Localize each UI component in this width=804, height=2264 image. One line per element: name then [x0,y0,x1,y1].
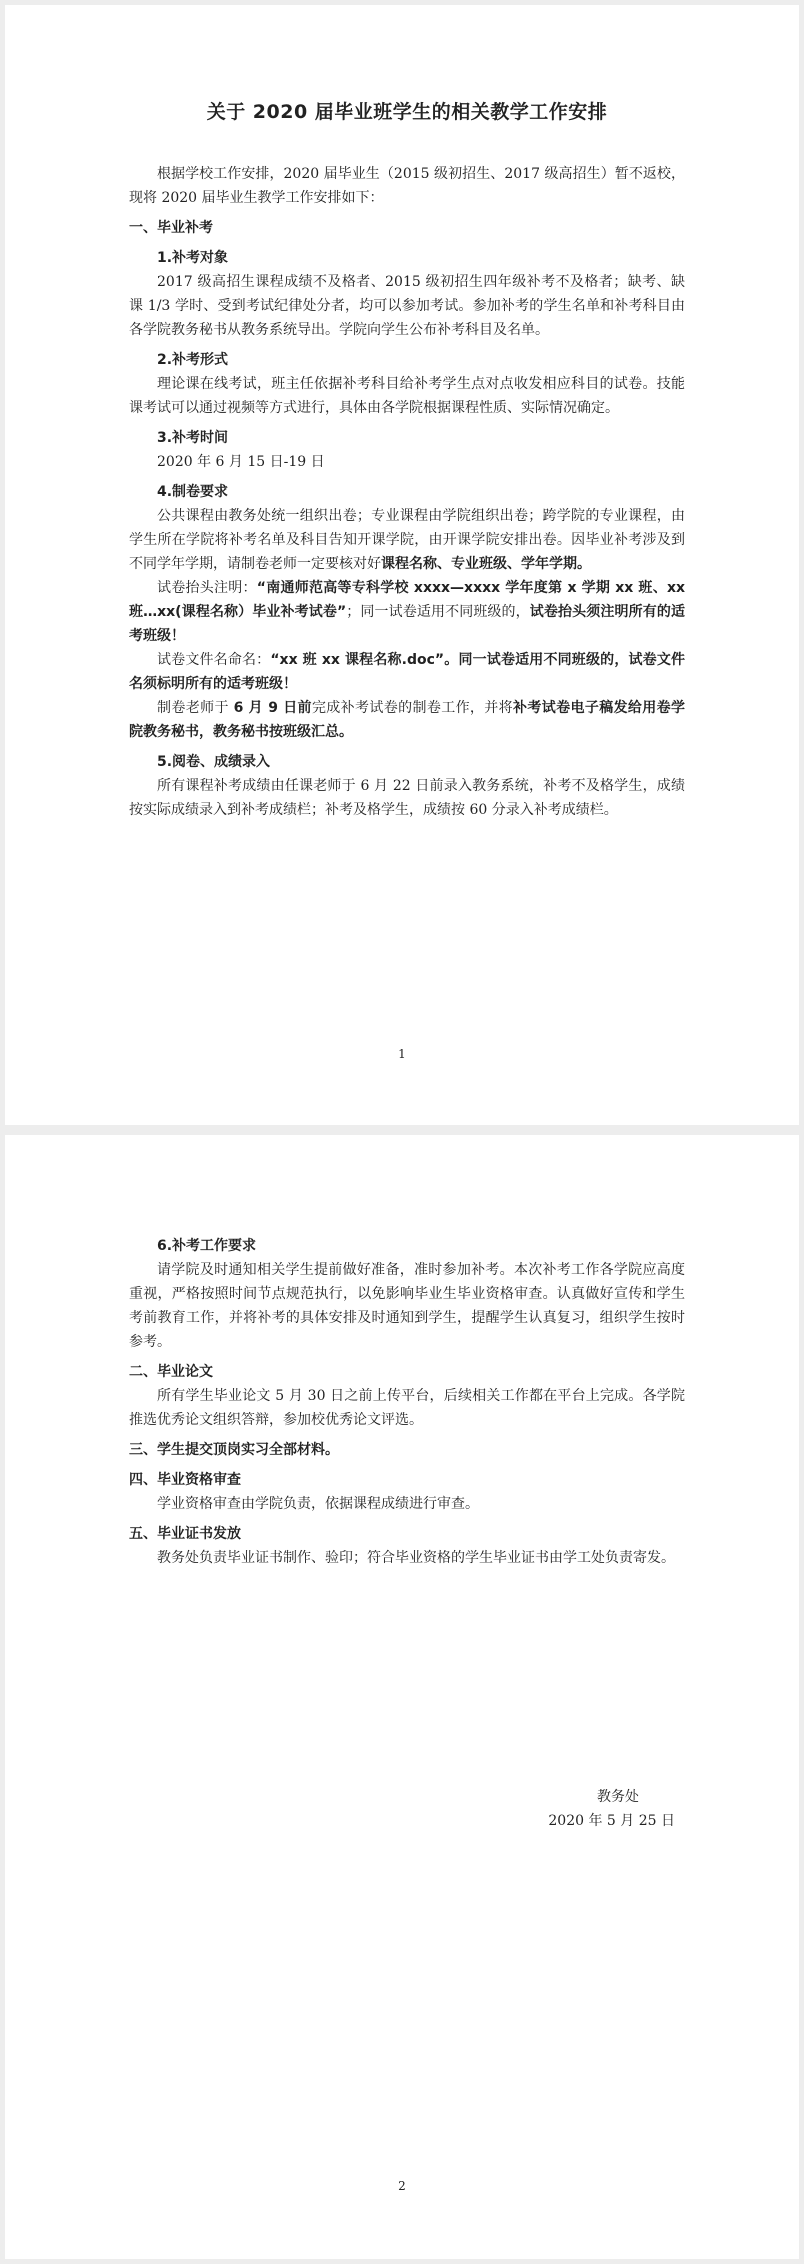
paragraph-paper-header: 试卷抬头注明：“南通师范高等专科学校 xxxx—xxxx 学年度第 x 学期 xx 班、xx 班…xx(课程名称）毕业补考试卷”；同一试卷适用不同班级的，试卷抬头须注明所有的适考班级！ [129,580,686,644]
paragraph-exam-format: 理论课在线考试，班主任依据补考科目给补考学生点对点收发相应科目的试卷。技能课考试可以通过视频等方式进行，具体由各学院根据课程性质、实际情况确定。 [129,376,685,416]
paragraph-paper-deadline: 制卷老师于 6 月 9 日前完成补考试卷的制卷工作，并将补考试卷电子稿发给用卷学院教务秘书，教务秘书按班级汇总。 [129,700,686,740]
paragraph-paper-filename: 试卷文件名命名：“xx 班 xx 课程名称.doc”。同一试卷适用不同班级的，试卷文件名须标明所有的适考班级！ [129,652,685,692]
subheading-exam-work-requirements: 6.补考工作要求 [157,1238,257,1254]
page-1-body [129,97,685,822]
signature-office: 教务处 [597,1789,639,1805]
section-heading-makeup-exam: 一、毕业补考 [129,220,213,236]
subheading-exam-format: 2.补考形式 [157,352,229,368]
paragraph-exam-time: 2020 年 6 月 15 日-19 日 [157,454,325,470]
page-2-body [129,1228,685,1570]
paragraph-exam-work-requirements: 请学院及时通知相关学生提前做好准备，准时参加补考。本次补考工作各学院应高度重视，严格按照时间节点规范执行，以免影响毕业生毕业资格审查。认真做好宣传和学生考前教育工作，并将补考的具体安排及时通知到学生，提醒学生认真复习，组织学生按时参考。 [129,1262,685,1350]
paragraph-paper-setting: 公共课程由教务处统一组织出卷；专业课程由学院组织出卷；跨学院的专业课程，由学生所在学院将补考名单及科目告知开课学院，由开课学院安排出卷。因毕业补考涉及到不同学年学期，请制卷老师一定要核对好课程名称、专业班级、学年学期。 [129,508,685,572]
paragraph-grading: 所有课程补考成绩由任课老师于 6 月 22 日前录入教务系统，补考不及格学生，成绩按实际成绩录入到补考成绩栏；补考及格学生，成绩按 60 分录入补考成绩栏。 [129,778,685,818]
page-number: 1 [398,1047,406,1061]
section-heading-internship: 三、学生提交顶岗实习全部材料。 [129,1442,339,1458]
paragraph-exam-targets: 2017 级高招生课程成绩不及格者、2015 级初招生四年级补考不及格者；缺考、缺课 1/3 学时、受到考试纪律处分者，均可以参加考试。参加补考的学生名单和补考科目由各学院教务秘书从教务系统导出。学院向学生公布补考科目及名单。 [129,274,685,338]
paragraph-certificate: 教务处负责毕业证书制作、验印；符合毕业资格的学生毕业证书由学工处负责寄发。 [157,1550,675,1566]
page-number: 2 [398,2179,406,2193]
section-heading-thesis: 二、毕业论文 [129,1364,213,1380]
section-heading-certificate: 五、毕业证书发放 [129,1526,241,1542]
intro-paragraph: 根据学校工作安排，2020 届毕业生（2015 级初招生、2017 级高招生）暂不返校，现将 2020 届毕业生教学工作安排如下： [129,166,685,206]
subheading-paper-requirements: 4.制卷要求 [157,484,229,500]
subheading-grading: 5.阅卷、成绩录入 [157,754,271,770]
document-page-2 [5,1135,799,2259]
document-page-1 [5,5,799,1125]
paragraph-thesis: 所有学生毕业论文 5 月 30 日之前上传平台，后续相关工作都在平台上完成。各学院推选优秀论文组织答辩，参加校优秀论文评选。 [129,1388,685,1428]
signature-block [548,1785,675,1833]
document-title: 关于 2020 届毕业班学生的相关教学工作安排 [206,101,608,123]
subheading-exam-time: 3.补考时间 [157,430,229,446]
paragraph-qualification-review: 学业资格审查由学院负责，依据课程成绩进行审查。 [157,1496,479,1512]
signature-date: 2020 年 5 月 25 日 [548,1813,675,1829]
section-heading-qualification-review: 四、毕业资格审查 [129,1472,241,1488]
subheading-exam-targets: 1.补考对象 [157,250,229,266]
